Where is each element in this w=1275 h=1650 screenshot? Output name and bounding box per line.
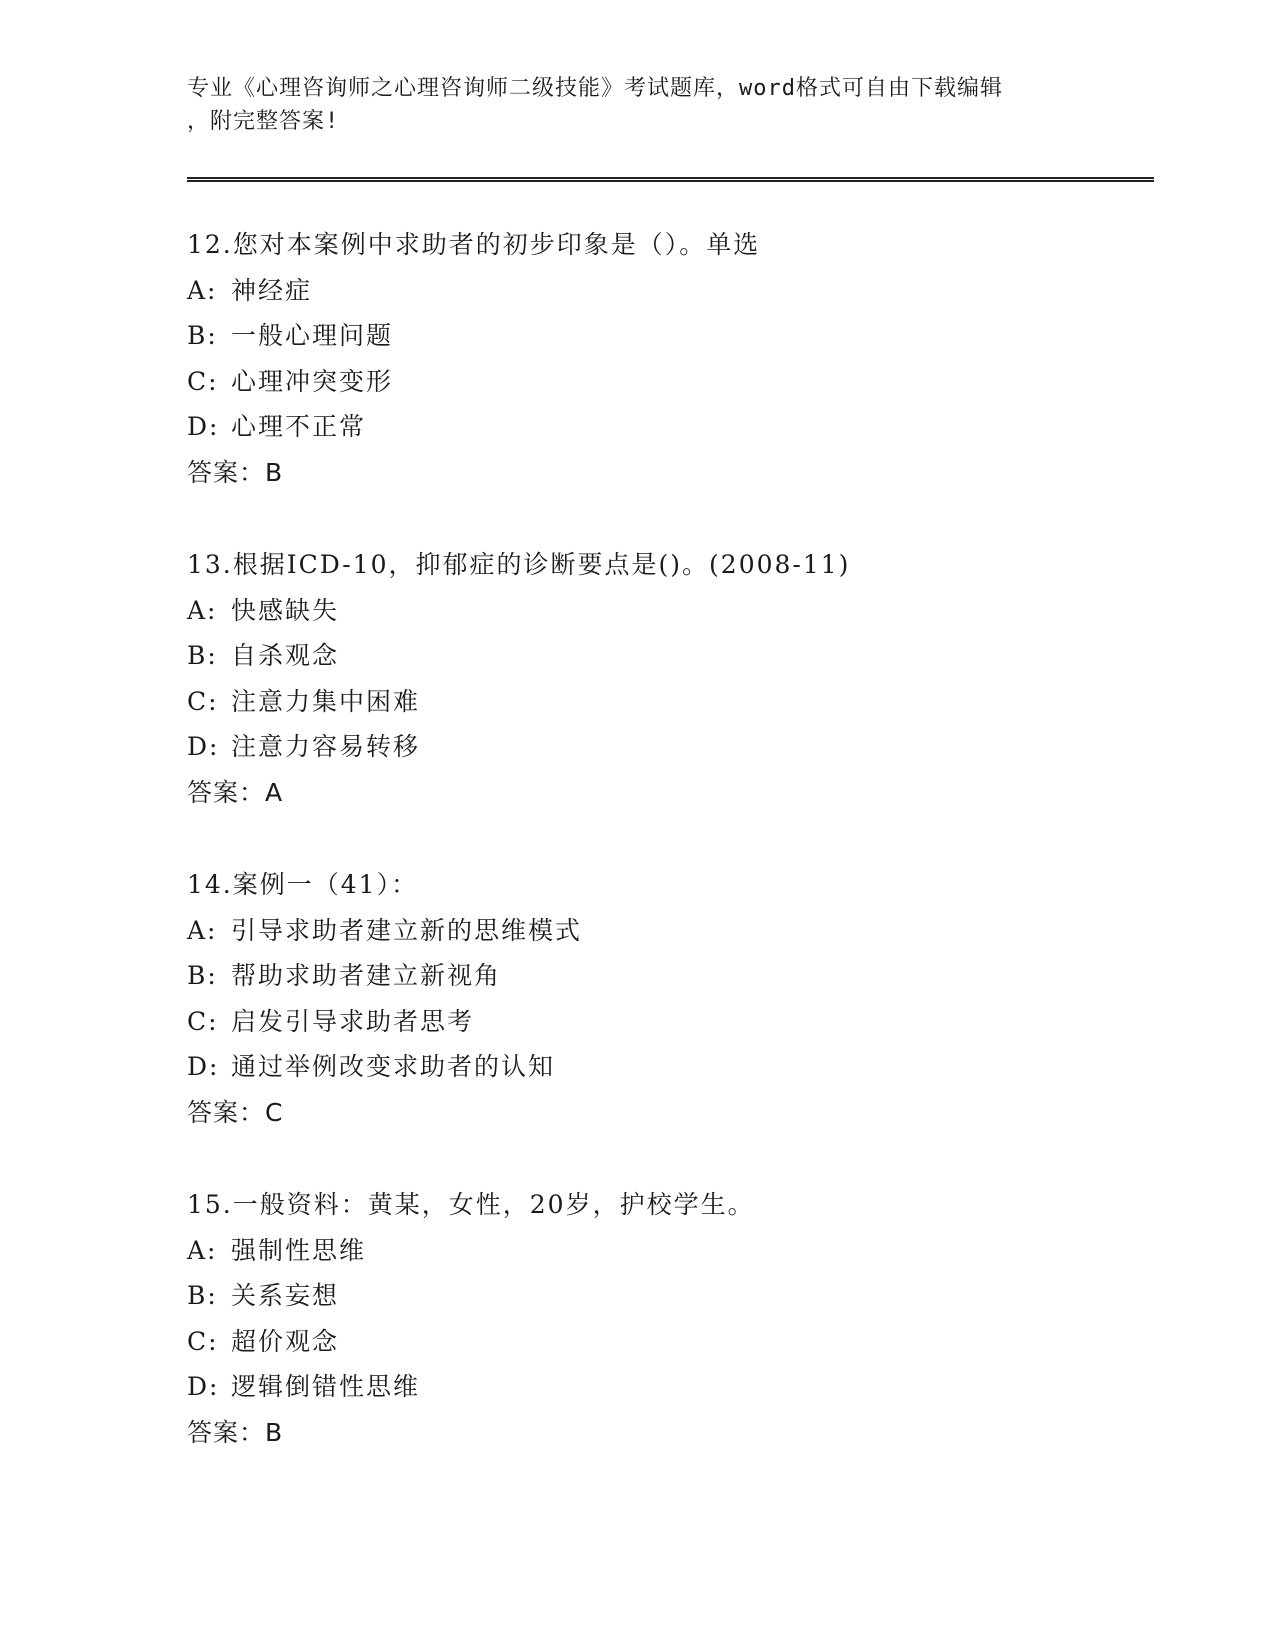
option-text: 逻辑倒错性思维 <box>231 1372 421 1401</box>
question-12 <box>187 222 1137 495</box>
option-b <box>187 953 1137 999</box>
option-text: 强制性思维 <box>231 1235 367 1265</box>
option-letter: B: <box>187 641 218 670</box>
header-line-2: ，附完整答案! <box>187 109 340 134</box>
option-d <box>187 1044 1137 1090</box>
option-d <box>187 404 1137 450</box>
option-d <box>187 1364 1137 1410</box>
question-15 <box>187 1182 1137 1455</box>
option-letter: B: <box>187 321 218 350</box>
option-letter: A: <box>187 915 218 945</box>
option-a <box>187 1228 1137 1274</box>
option-letter: C: <box>187 1006 219 1036</box>
option-c <box>187 999 1137 1045</box>
option-letter: A: <box>187 275 218 305</box>
option-text: 一般心理问题 <box>231 321 394 350</box>
option-text: 注意力容易转移 <box>231 732 421 761</box>
header-line-1: 专业《心理咨询师之心理咨询师二级技能》考试题库，word格式可自由下载编辑 <box>187 76 1003 101</box>
option-c <box>187 359 1137 405</box>
option-c <box>187 679 1137 725</box>
option-text: 注意力集中困难 <box>231 686 421 716</box>
option-text: 心理冲突变形 <box>231 366 394 396</box>
answer-line: 答案：C <box>187 1097 284 1127</box>
question-stem: 15.一般资料：黄某，女性，20岁，护校学生。 <box>187 1190 755 1219</box>
question-stem: 12.您对本案例中求助者的初步印象是（）。单选 <box>187 230 761 259</box>
option-letter: A: <box>187 595 218 625</box>
header-divider <box>187 177 1154 182</box>
question-stem: 13.根据ICD-10，抑郁症的诊断要点是()。(2008-11) <box>187 550 851 579</box>
option-text: 心理不正常 <box>231 412 367 441</box>
option-c <box>187 1319 1137 1365</box>
option-text: 超价观念 <box>231 1326 340 1356</box>
option-text: 自杀观念 <box>231 641 340 670</box>
answer-line: 答案：B <box>187 1417 284 1447</box>
option-text: 神经症 <box>231 275 313 305</box>
option-d <box>187 724 1137 770</box>
option-b <box>187 1273 1137 1319</box>
option-letter: C: <box>187 686 219 716</box>
option-letter: D: <box>187 412 220 441</box>
option-letter: C: <box>187 366 219 396</box>
option-b <box>187 313 1137 359</box>
option-letter: D: <box>187 1052 220 1081</box>
question-13 <box>187 542 1137 815</box>
option-text: 关系妄想 <box>231 1281 340 1310</box>
option-letter: D: <box>187 732 220 761</box>
option-text: 帮助求助者建立新视角 <box>231 961 502 990</box>
option-a <box>187 588 1137 634</box>
answer-line: 答案：B <box>187 457 284 487</box>
option-letter: B: <box>187 1281 218 1310</box>
option-letter: C: <box>187 1326 219 1356</box>
option-text: 快感缺失 <box>231 595 340 625</box>
option-b <box>187 633 1137 679</box>
option-text: 启发引导求助者思考 <box>231 1006 475 1036</box>
question-stem: 14.案例一（41）： <box>187 870 419 899</box>
option-letter: A: <box>187 1235 218 1265</box>
option-letter: B: <box>187 961 218 990</box>
answer-line: 答案：A <box>187 777 284 807</box>
document-header <box>187 72 1067 138</box>
option-text: 引导求助者建立新的思维模式 <box>231 915 583 945</box>
option-a <box>187 908 1137 954</box>
option-text: 通过举例改变求助者的认知 <box>231 1052 556 1081</box>
option-letter: D: <box>187 1372 220 1401</box>
option-a <box>187 268 1137 314</box>
question-14 <box>187 862 1137 1135</box>
